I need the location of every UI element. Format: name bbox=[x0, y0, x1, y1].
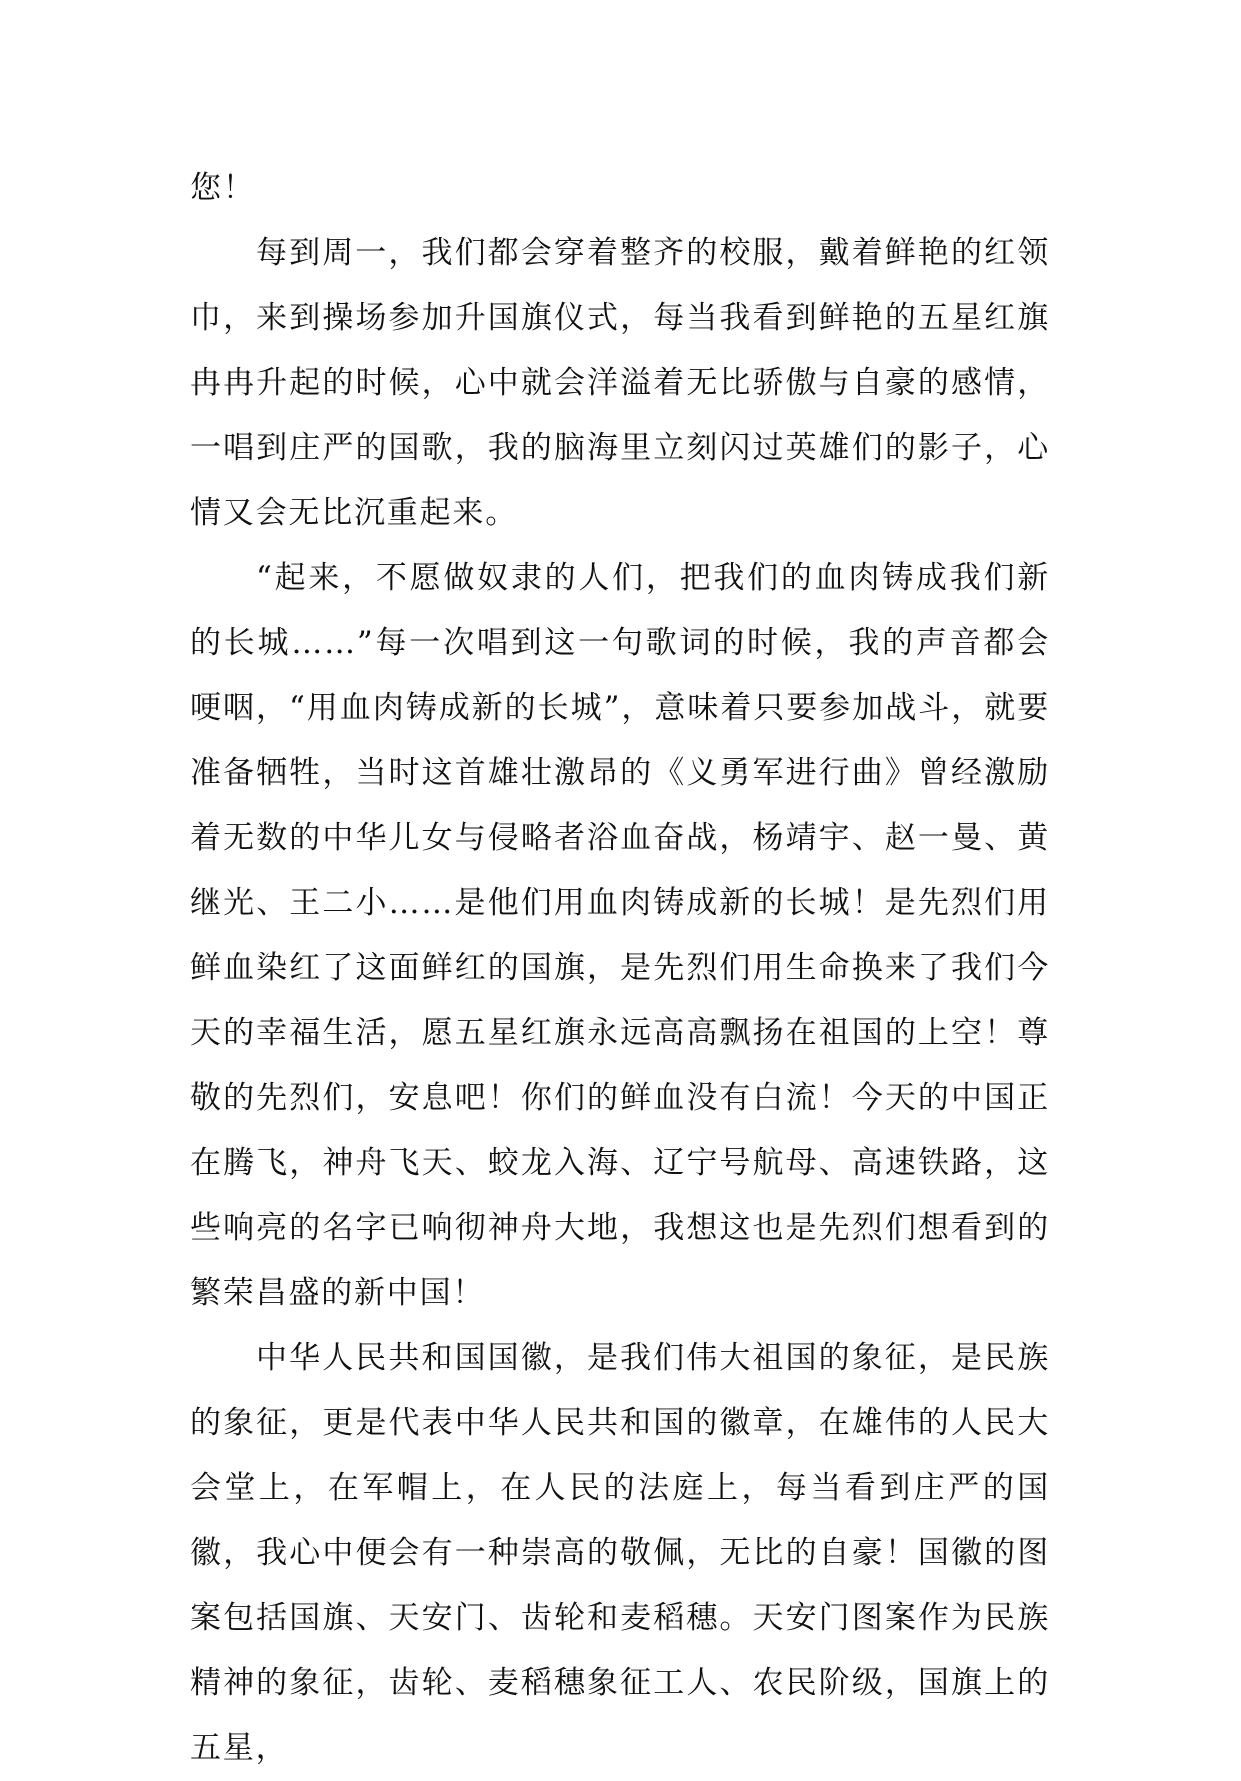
paragraph-national-emblem: 中华人民共和国国徽，是我们伟大祖国的象征，是民族的象征，更是代表中华人民共和国的徽章，在雄伟的人民大会堂上，在军帽上，在人民的法庭上，每当看到庄严的国徽，我心中便会有一种崇高的敬佩，无比的自豪！国徽的图案包括国旗、天安门、齿轮和麦稻穗。天安门图案作为民族精神的象征，齿轮、麦稻穗象征工人、农民阶级，国旗上的五星， bbox=[190, 1340, 1050, 1766]
paragraph-continuation: 您！ bbox=[190, 170, 256, 206]
document-body bbox=[190, 156, 1050, 1781]
paragraph-flag-raising: 每到周一，我们都会穿着整齐的校服，戴着鲜艳的红领巾，来到操场参加升国旗仪式，每当我看到鲜艳的五星红旗冉冉升起的时候，心中就会洋溢着无比骄傲与自豪的感情，一唱到庄严的国歌，我的脑海里立刻闪过英雄们的影子，心情又会无比沉重起来。 bbox=[190, 235, 1050, 531]
paragraph-national-anthem: “起来，不愿做奴隶的人们，把我们的血肉铸成我们新的长城……”每一次唱到这一句歌词的时候，我的声音都会哽咽，“用血肉铸成新的长城”，意味着只要参加战斗，就要准备牺牲，当时这首雄壮激昂的《义勇军进行曲》曾经激励着无数的中华儿女与侵略者浴血奋战，杨靖宇、赵一曼、黄继光、王二小……是他们用血肉铸成新的长城！是先烈们用鲜血染红了这面鲜红的国旗，是先烈们用生命换来了我们今天的幸福生活，愿五星红旗永远高高飘扬在祖国的上空！尊敬的先烈们，安息吧！你们的鲜血没有白流！今天的中国正在腾飞，神舟飞天、蛟龙入海、辽宁号航母、高速铁路，这些响亮的名字已响彻神舟大地，我想这也是先烈们想看到的繁荣昌盛的新中国！ bbox=[190, 560, 1050, 1311]
